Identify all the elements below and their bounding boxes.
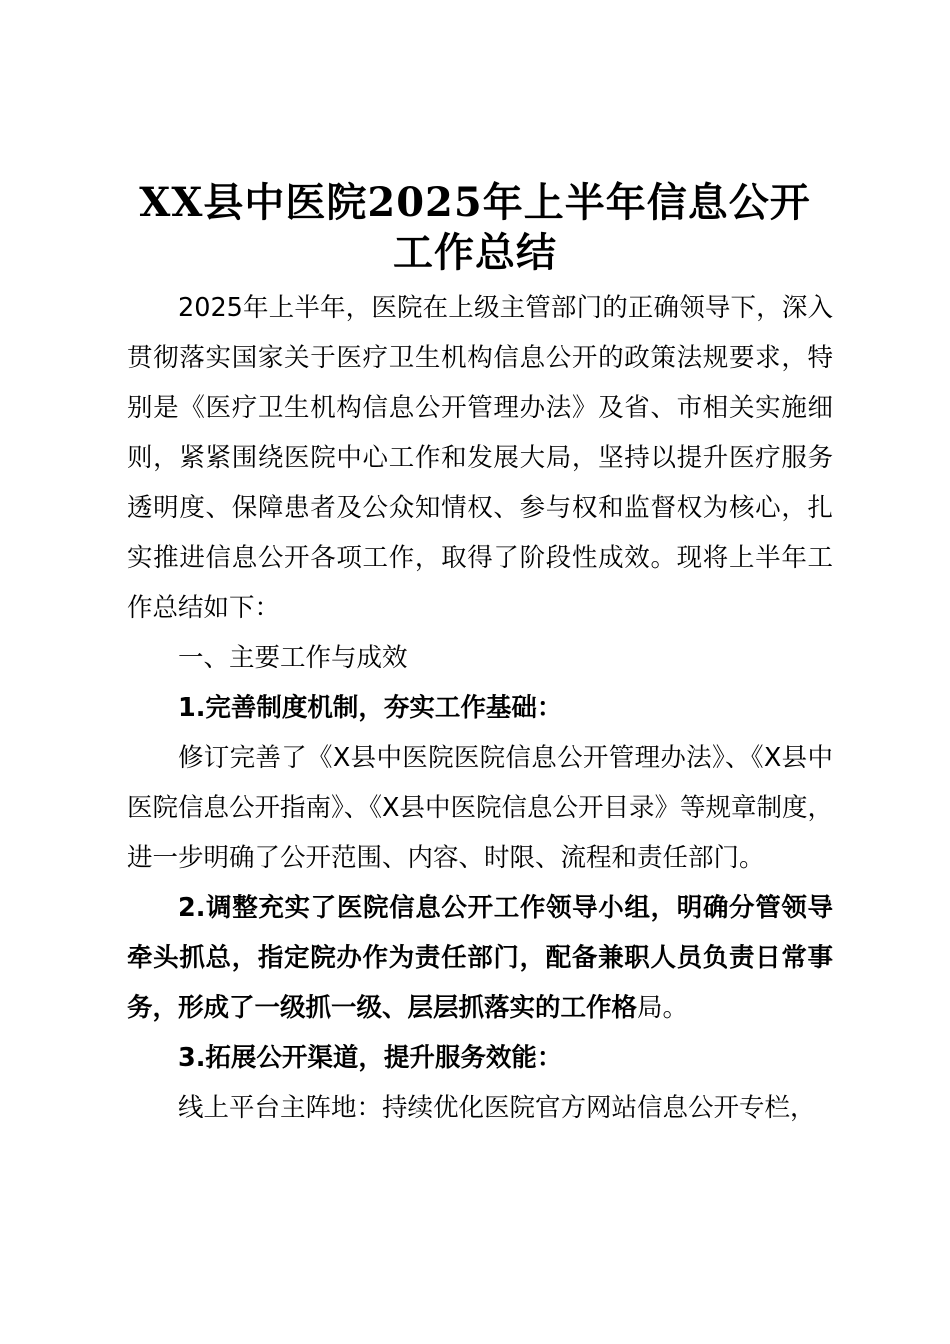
document-body (127, 283, 833, 1133)
section-heading-main-work: 一、主要工作与成效 (178, 643, 408, 673)
intro-paragraph: 2025年上半年，医院在上级主管部门的正确领导下，深入贯彻落实国家关于医疗卫生机构信息公开的政策法规要求，特别是《医疗卫生机构信息公开管理办法》及省、市相关实施细则，紧紧围绕医院中心工作和发展大局，坚持以提升医疗服务透明度、保障患者及公众知情权、参与权和监督权为核心，扎实推进信息公开各项工作，取得了阶段性成效。现将上半年工作总结如下： (127, 293, 833, 623)
item3-heading: 3.拓展公开渠道，提升服务效能： (178, 1043, 563, 1073)
document-title: XX县中医院2025年上半年信息公开工作总结 (139, 179, 811, 276)
item2-paragraph (127, 883, 833, 1033)
item2-tail-text: 局。 (637, 993, 689, 1023)
item1-heading: 1.完善制度机制，夯实工作基础： (178, 693, 563, 723)
item1-body: 修订完善了《X县中医院医院信息公开管理办法》、《X县中医院信息公开指南》、《X县中医院信息公开目录》等规章制度，进一步明确了公开范围、内容、时限、流程和责任部门。 (127, 743, 833, 873)
item2-bold-text: 2.调整充实了医院信息公开工作领导小组，明确分管领导牵头抓总，指定院办作为责任部门，配备兼职人员负责日常事务，形成了一级抓一级、层层抓落实的工作格 (127, 893, 833, 1023)
item3-body: 线上平台主阵地：持续优化医院官方网站信息公开专栏， (178, 1093, 816, 1123)
